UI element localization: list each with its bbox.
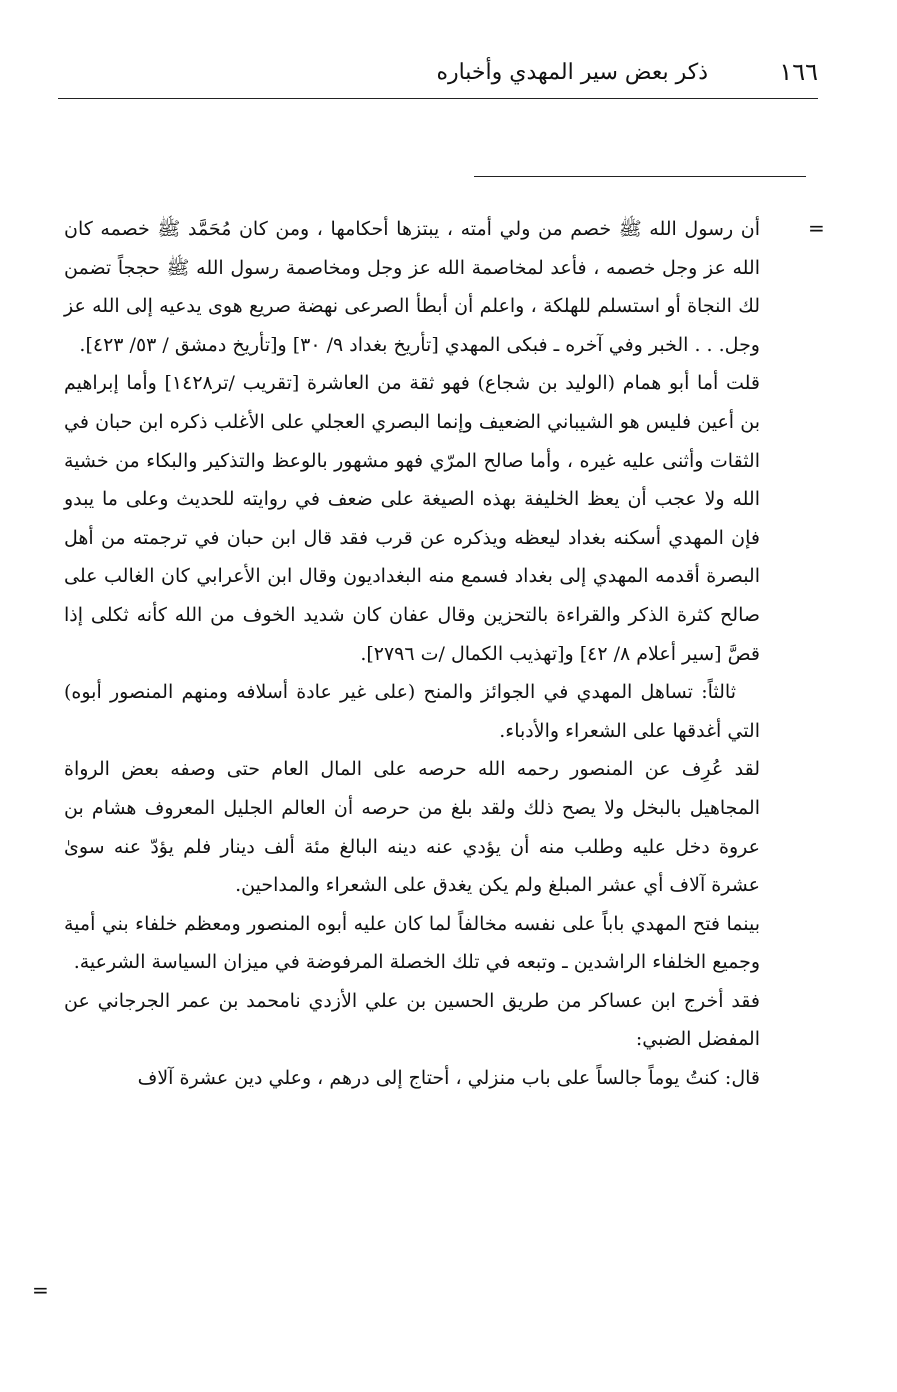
page-number: ١٦٦ — [779, 58, 818, 86]
paragraph-narrators-note: قلت أما أبو همام (الوليد بن شجاع) فهو ثقة من العاشرة [تقريب /تر١٤٢٨] وأما إبراهيم بن أعين فليس هو الشيباني الضعيف وإنما البصري العجلي على الأغلب ذكره ابن حبان في الثقات وأثنى عليه غيره ، وأما صالح المرّي فهو مشهور بالوعظ والتذكير والبكاء من خشية الله ولا عجب أن يعظ الخليفة بهذه الصيغة على ضعف في روايته للحديث وعلى ما يبدو فإن المهدي أسكنه بغداد ليعظه ويذكره عن قرب فقد قال ابن حبان في ترجمته من أهل البصرة أقدمه المهدي إلى بغداد فسمع منه البغداديون وقال ابن الأعرابي كان الغالب على صالح كثرة الذكر والقراءة بالتحزين وقال عفان كان شديد الخوف من الله كأنه ثكلى إذا قصَّ [سير أعلام ٨/ ٤٢] و[تهذيب الكمال /ت ٢٧٩٦]. — [64, 372, 761, 665]
page-header — [58, 58, 818, 99]
paragraph-quote: قال: كنتُ يوماً جالساً على باب منزلي ، أحتاج إلى درهم ، وعلي دين عشرة آلاف — [137, 1067, 760, 1090]
body-text — [64, 210, 760, 1098]
separator-rule — [474, 176, 806, 177]
continuation-mark-end: = — [32, 1278, 49, 1302]
paragraph-mahdi: بينما فتح المهدي باباً على نفسه مخالفاً لما كان عليه أبوه المنصور ومعظم خلفاء بني أمية وجميع الخلفاء الراشدين ـ وتبعه في تلك الخصلة المرفوضة في ميزان السياسة الشرعية. — [64, 912, 760, 974]
paragraph-hadith-continuation: أن رسول الله ﷺ خصم من ولي أمته ، يبتزها أحكامها ، ومن كان مُحَمَّد ﷺ خصمه كان الله عز وجل خصمه ، فأعد لمخاصمة الله عز وجل ومخاصمة رسول الله ﷺ حججاً تضمن لك النجاة أو استسلم للهلكة ، واعلم أن أبطأ الصرعى نهضة صريع هوى يدعيه إلى الله عز وجل. . . الخبر وفي آخره ـ فبكى المهدي [تأريخ بغداد ٩/ ٣٠] و[تأريخ دمشق / ٥٣/ ٤٢٣]. — [64, 218, 760, 356]
paragraph-ibn-asakir: فقد أخرج ابن عساكر من طريق الحسين بن علي الأزدي نامحمد بن عمر الجرجاني عن المفضل الضبي: — [64, 989, 760, 1051]
running-title: ذكر بعض سير المهدي وأخباره — [436, 60, 708, 85]
continuation-mark-start: = — [808, 216, 825, 240]
paragraph-third-point: ثالثاً: تساهل المهدي في الجوائز والمنح (على غير عادة أسلافه ومنهم المنصور أبوه) التي أغدقها على الشعراء والأدباء. — [64, 681, 760, 742]
paragraph-mansur: لقد عُرِف عن المنصور رحمه الله حرصه على المال العام حتى وصفه بعض الرواة المجاهيل بالبخل ولا يصح ذلك ولقد بلغ من حرصه أن العالم الجليل المعروف هشام بن عروة دخل عليه وطلب منه أن يؤدي عنه دينه البالغ مئة ألف دينار فلم يؤدّ عنه سوىٰ عشرة آلاف أي عشر المبلغ ولم يكن يغدق على الشعراء والمداحين. — [64, 758, 760, 897]
